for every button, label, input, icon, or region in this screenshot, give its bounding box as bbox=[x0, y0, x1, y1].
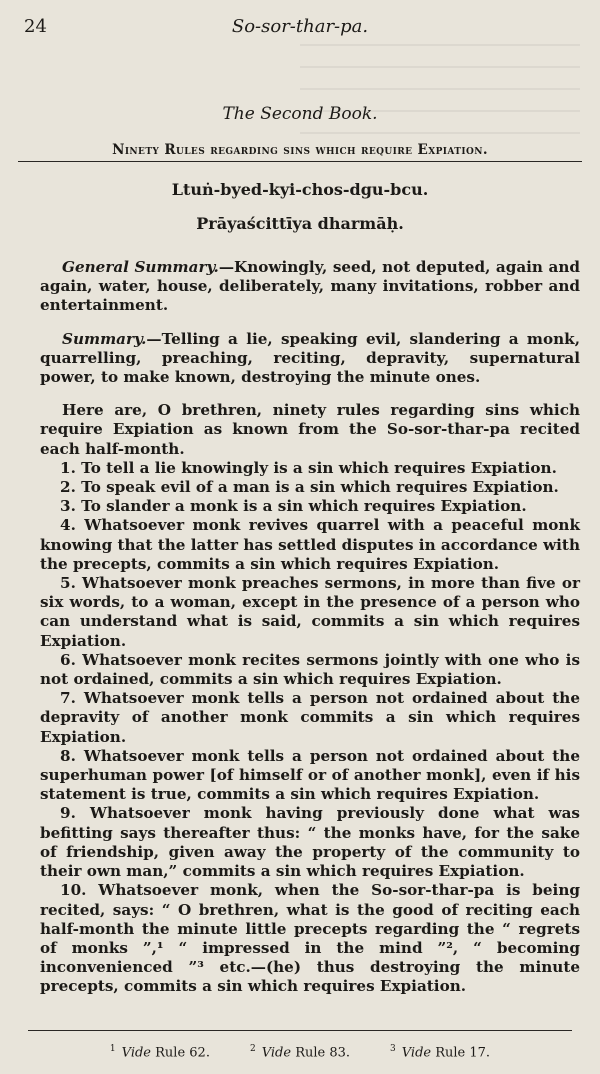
rule-3: 3. To slander a monk is a sin which requires Expiation. bbox=[60, 497, 527, 516]
page-number: 24 bbox=[24, 16, 47, 37]
general-summary-label: General Summary. bbox=[62, 258, 219, 276]
intro-paragraph: Here are, O brethren, ninety rules regarding sins which require Expiation as known from the So-sor-thar-pa recited each half-month. bbox=[40, 401, 580, 458]
footnote-ref: Rule 17. bbox=[435, 1045, 491, 1061]
footnote-1 bbox=[110, 1044, 210, 1060]
rule-10: 10. Whatsoever monk, when the So-sor-thar-pa is being recited, says: “ O brethren, what is the good of reciting each half-month the minute little precepts regarding the “ regrets of monks ”,¹ “ impressed in the mind ”², “ becoming inconvenienced ”³ etc.—(he) thus destroying the minute precepts, commits a sin which requires Expiation. bbox=[40, 881, 580, 996]
rule-8: 8. Whatsoever monk tells a person not ordained about the superhuman power [of himself or of another monk], even if his statement is true, commits a sin which requires Expiation. bbox=[40, 746, 580, 804]
general-summary bbox=[40, 258, 580, 316]
footnotes bbox=[0, 1044, 600, 1060]
book-title: The Second Book. bbox=[222, 104, 378, 124]
rule-2: 2. To speak evil of a man is a sin which requires Expiation. bbox=[60, 478, 559, 497]
sanskrit-title: Prāyaścittīya dharmāḥ. bbox=[196, 214, 404, 233]
rule-6: 6. Whatsoever monk recites sermons jointly with one who is not ordained, commits a sin which requires Expiation. bbox=[40, 650, 580, 689]
summary-label: Summary. bbox=[62, 329, 147, 348]
footnote-2 bbox=[250, 1044, 350, 1060]
running-title: So-sor-thar-pa. bbox=[231, 16, 369, 37]
footnote-number: 1 bbox=[109, 1044, 116, 1054]
footnote-ref: Rule 62. bbox=[155, 1045, 210, 1061]
rule-5: 5. Whatsoever monk preaches sermons, in more than five or six words, to a woman, except in the presence of a person who can understand what is said, commits a sin which requires Expiation. bbox=[40, 574, 580, 650]
page-body bbox=[40, 244, 580, 997]
summary bbox=[40, 330, 580, 388]
section-heading: Ninety Rules regarding sins which require Expiation. bbox=[18, 142, 582, 162]
bleed-through-texture bbox=[300, 44, 580, 154]
footnote-vide: Vide bbox=[401, 1045, 432, 1061]
footnote-vide: Vide bbox=[121, 1045, 151, 1061]
rule-7: 7. Whatsoever monk tells a person not ordained about the depravity of another monk commits a sin which requires Expiation. bbox=[40, 689, 580, 746]
footnote-ref: Rule 83. bbox=[295, 1045, 351, 1061]
general-summary-text: —Knowingly, seed, not deputed, again and again, water, house, deliberately, many invitations, robber and entertainment. bbox=[40, 258, 580, 315]
footnote-number: 2 bbox=[249, 1044, 256, 1054]
footnote-3 bbox=[390, 1044, 490, 1060]
summary-text: —Telling a lie, speaking evil, slandering a monk, quarrelling, preaching, reciting, depravity, supernatural power, to make known, destroying the minute ones. bbox=[40, 329, 580, 387]
tibetan-title: Ltuṅ-byed-kyi-chos-dgu-bcu. bbox=[171, 180, 429, 199]
footnote-divider bbox=[28, 1030, 572, 1031]
page-header bbox=[24, 12, 576, 40]
footnote-number: 3 bbox=[390, 1044, 396, 1054]
rule-9: 9. Whatsoever monk having previously done what was befitting says thereafter thus: “ the monks have, for the sake of friendship, given away the property of the community to their own man,” commits a sin which requires Expiation. bbox=[40, 804, 580, 881]
rule-1: 1. To tell a lie knowingly is a sin which requires Expiation. bbox=[60, 458, 557, 477]
footnote-vide: Vide bbox=[261, 1045, 292, 1061]
rule-4: 4. Whatsoever monk revives quarrel with a peaceful monk knowing that the latter has settled disputes in accordance with the precepts, commits a sin which requires Expiation. bbox=[40, 516, 580, 573]
